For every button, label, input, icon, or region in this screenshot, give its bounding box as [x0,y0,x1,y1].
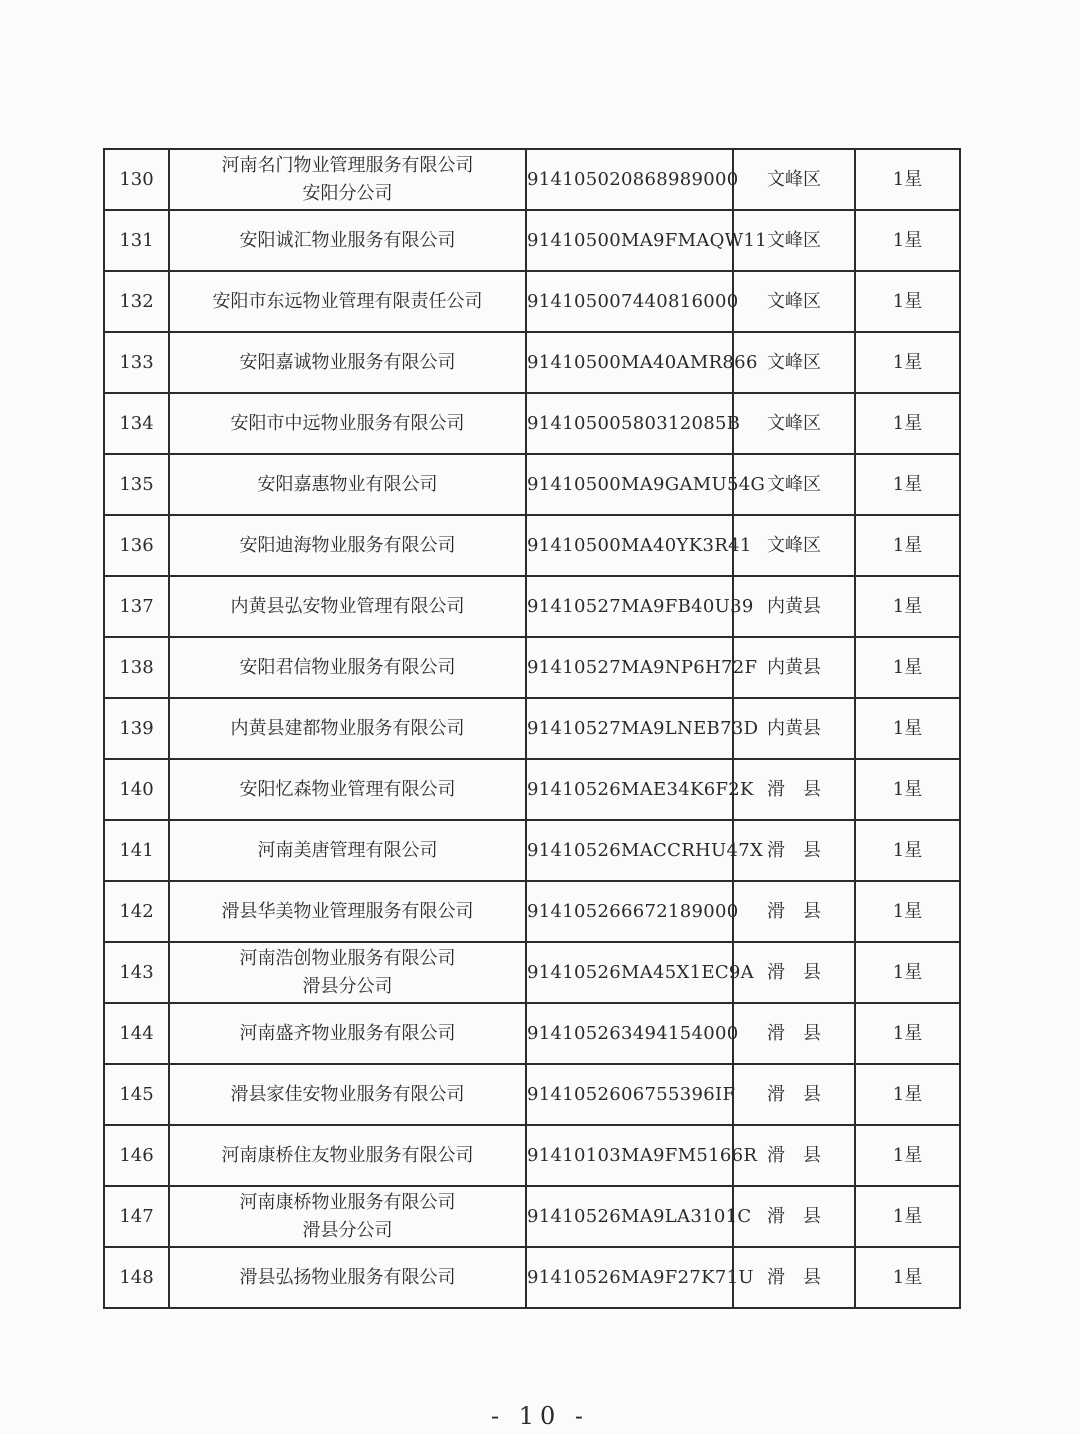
star-rating: 1星 [855,1247,960,1308]
company-name-line: 滑县家佳安物业服务有限公司 [230,1083,465,1105]
table-row [104,515,960,576]
company-name [169,454,526,515]
row-number: 137 [104,576,169,637]
page-number: - 10 - [490,1402,589,1430]
star-rating: 1星 [855,393,960,454]
credit-code: 91410526MACCRHU47X [526,820,733,881]
company-name [169,881,526,942]
company-name [169,698,526,759]
table-row [104,271,960,332]
company-name [169,393,526,454]
table-row [104,820,960,881]
company-name-line: 安阳忆森物业管理有限公司 [239,778,456,800]
star-rating: 1星 [855,759,960,820]
star-rating: 1星 [855,1003,960,1064]
star-rating: 1星 [855,454,960,515]
table-row [104,1064,960,1125]
company-name-line: 滑县分公司 [302,1219,393,1241]
company-name-line: 内黄县建都物业服务有限公司 [230,717,465,739]
district: 滑 县 [733,759,855,820]
company-name [169,1125,526,1186]
district: 滑 县 [733,1064,855,1125]
credit-code: 91410500MA9GAMU54G [526,454,733,515]
credit-code: 914105263494154000 [526,1003,733,1064]
table-row [104,454,960,515]
district: 文峰区 [733,454,855,515]
credit-code: 91410527MA9LNEB73D [526,698,733,759]
company-name-line: 河南美唐管理有限公司 [257,839,438,861]
company-name [169,1186,526,1247]
row-number: 134 [104,393,169,454]
star-rating: 1星 [855,1064,960,1125]
row-number: 147 [104,1186,169,1247]
credit-code: 91410526MAE34K6F2K [526,759,733,820]
company-name-line: 安阳嘉惠物业有限公司 [257,473,438,495]
table-row [104,210,960,271]
star-rating: 1星 [855,515,960,576]
company-name-line: 安阳迪海物业服务有限公司 [239,534,456,556]
district: 文峰区 [733,393,855,454]
district: 内黄县 [733,637,855,698]
row-number: 142 [104,881,169,942]
district: 文峰区 [733,149,855,210]
company-name-line: 河南浩创物业服务有限公司 [239,947,456,969]
row-number: 145 [104,1064,169,1125]
company-name [169,942,526,1003]
star-rating: 1星 [855,1125,960,1186]
company-name [169,210,526,271]
credit-code: 91410103MA9FM5166R [526,1125,733,1186]
company-name [169,759,526,820]
credit-code: 91410500580312085B [526,393,733,454]
star-rating: 1星 [855,210,960,271]
company-name [169,1064,526,1125]
company-name [169,271,526,332]
star-rating: 1星 [855,149,960,210]
table-row [104,942,960,1003]
district: 滑 县 [733,1186,855,1247]
company-rating-table [103,148,961,1309]
company-name-line: 内黄县弘安物业管理有限公司 [230,595,465,617]
district: 滑 县 [733,942,855,1003]
district: 滑 县 [733,1125,855,1186]
company-name [169,576,526,637]
credit-code: 91410500MA40AMR866 [526,332,733,393]
company-name [169,515,526,576]
credit-code: 9141052606755396IF [526,1064,733,1125]
star-rating: 1星 [855,332,960,393]
table-row [104,332,960,393]
star-rating: 1星 [855,881,960,942]
company-name-line: 河南康桥物业服务有限公司 [239,1191,456,1213]
table-row [104,759,960,820]
table-row [104,637,960,698]
credit-code: 914105020868989000 [526,149,733,210]
company-name [169,1247,526,1308]
company-name-line: 安阳市中远物业服务有限公司 [230,412,465,434]
row-number: 146 [104,1125,169,1186]
row-number: 132 [104,271,169,332]
star-rating: 1星 [855,576,960,637]
row-number: 144 [104,1003,169,1064]
district: 文峰区 [733,210,855,271]
row-number: 135 [104,454,169,515]
table-body [104,149,960,1308]
table-row [104,1125,960,1186]
company-name [169,1003,526,1064]
star-rating: 1星 [855,820,960,881]
credit-code: 91410500MA40YK3R41 [526,515,733,576]
company-name-line: 河南盛齐物业服务有限公司 [239,1022,456,1044]
table-row [104,698,960,759]
row-number: 141 [104,820,169,881]
star-rating: 1星 [855,942,960,1003]
district: 滑 县 [733,1247,855,1308]
company-name-line: 河南康桥住友物业服务有限公司 [221,1144,474,1166]
district: 内黄县 [733,576,855,637]
district: 滑 县 [733,1003,855,1064]
star-rating: 1星 [855,698,960,759]
table-row [104,576,960,637]
district: 文峰区 [733,271,855,332]
table-row [104,1186,960,1247]
table-row [104,881,960,942]
row-number: 138 [104,637,169,698]
credit-code: 914105007440816000 [526,271,733,332]
company-name [169,332,526,393]
company-name [169,820,526,881]
row-number: 139 [104,698,169,759]
star-rating: 1星 [855,1186,960,1247]
district: 文峰区 [733,515,855,576]
credit-code: 914105266672189000 [526,881,733,942]
company-name-line: 滑县华美物业管理服务有限公司 [221,900,474,922]
row-number: 148 [104,1247,169,1308]
credit-code: 91410526MA9LA3101C [526,1186,733,1247]
credit-code: 91410527MA9NP6H72F [526,637,733,698]
row-number: 143 [104,942,169,1003]
company-name-line: 滑县弘扬物业服务有限公司 [239,1266,456,1288]
star-rating: 1星 [855,637,960,698]
district: 滑 县 [733,881,855,942]
table-row [104,1003,960,1064]
credit-code: 91410526MA45X1EC9A [526,942,733,1003]
credit-code: 91410500MA9FMAQW11 [526,210,733,271]
row-number: 136 [104,515,169,576]
company-name-line: 安阳君信物业服务有限公司 [239,656,456,678]
district: 文峰区 [733,332,855,393]
table-row [104,393,960,454]
table-row [104,1247,960,1308]
district: 滑 县 [733,820,855,881]
company-name [169,637,526,698]
company-name [169,149,526,210]
district: 内黄县 [733,698,855,759]
star-rating: 1星 [855,271,960,332]
company-name-line: 安阳分公司 [302,182,393,204]
row-number: 140 [104,759,169,820]
company-name-line: 河南名门物业管理服务有限公司 [221,154,474,176]
row-number: 131 [104,210,169,271]
row-number: 133 [104,332,169,393]
company-name-line: 滑县分公司 [302,975,393,997]
company-name-line: 安阳嘉诚物业服务有限公司 [239,351,456,373]
credit-code: 91410526MA9F27K71U [526,1247,733,1308]
table-row [104,149,960,210]
company-name-line: 安阳市东远物业管理有限责任公司 [212,290,483,312]
company-name-line: 安阳诚汇物业服务有限公司 [239,229,456,251]
row-number: 130 [104,149,169,210]
credit-code: 91410527MA9FB40U39 [526,576,733,637]
